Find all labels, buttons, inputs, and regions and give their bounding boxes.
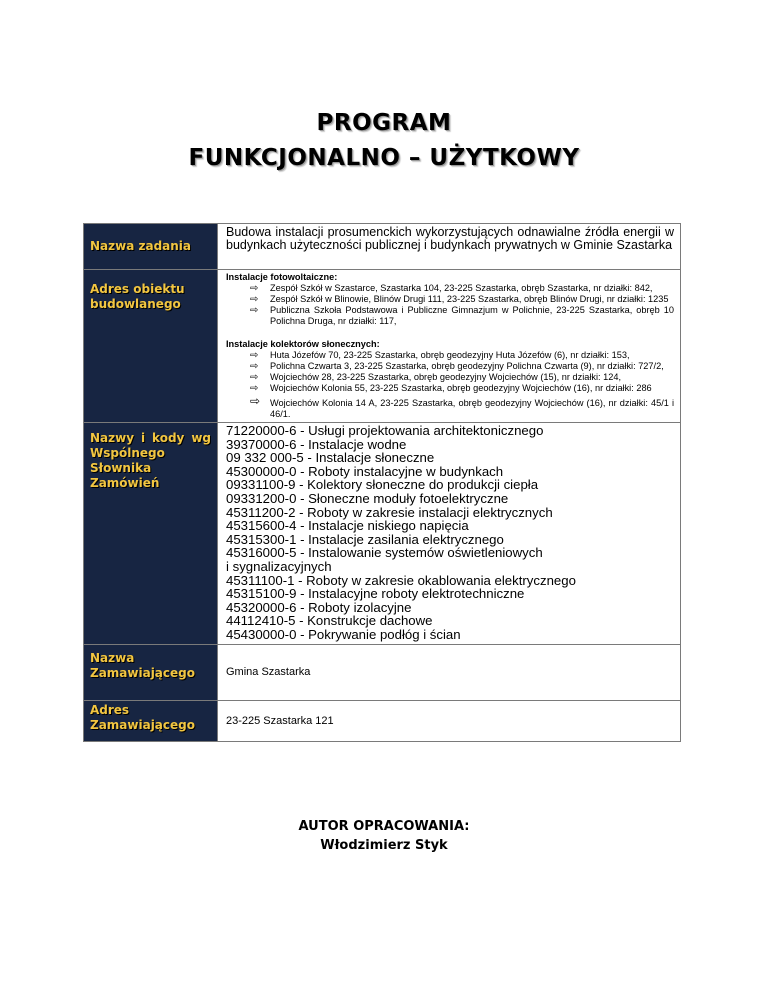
info-table	[83, 223, 681, 742]
list-item: 45315100-9 - Instalacyjne roboty elektrotechniczne	[226, 586, 525, 602]
list-item: 09331100-9 - Kolektory słoneczne do produkcji ciepła	[226, 477, 539, 493]
list-item: 45430000-0 - Pokrywanie podłóg i ścian	[226, 626, 461, 642]
list-item: ⇨ Wojciechów Kolonia 55, 23-225 Szastarka, obręb geodezyjny Wojciechów (16), nr działki: 286	[250, 383, 652, 394]
list-item: ⇨ Wojciechów 28, 23-225 Szastarka, obręb geodezyjny Wojciechów (15), nr działki: 124,	[250, 372, 622, 383]
label-client: Nazwa Zamawiającego	[84, 644, 218, 700]
list-item: ⇨ Polichna Czwarta 3, 23-225 Szastarka, obręb geodezyjny Polichna Czwarta (9), nr działki: 727/2,	[250, 361, 664, 372]
author-heading: AUTOR OPRACOWANIA:	[298, 819, 470, 834]
author-name: Włodzimierz Styk	[320, 838, 448, 853]
cpv-code-list	[218, 423, 681, 645]
list-item: 09 332 000-5 - Instalacje słoneczne	[226, 450, 435, 466]
arrow-right-icon: ⇨	[250, 383, 259, 394]
list-item: ⇨ Zespół Szkół w Blinowie, Blinów Drugi 111, 23-225 Szastarka, obręb Blinów Drugi, nr działki: 1235	[250, 294, 669, 305]
document-title-line-2: FUNKCJONALNO – UŻYTKOWY	[188, 145, 580, 171]
list-item: i sygnalizacyjnych	[226, 558, 332, 574]
value-task: Budowa instalacji prosumenckich wykorzystujących odnawialne źródła energii w budynkach użyteczności publicznej i budynkach prywatnych w Gminie Szastarka	[226, 225, 674, 252]
arrow-right-icon: ⇨	[250, 305, 259, 316]
arrow-right-icon: ⇨	[250, 283, 259, 294]
arrow-right-icon: ⇨	[250, 394, 261, 408]
row-cpv	[84, 423, 681, 645]
list-item: 71220000-6 - Usługi projektowania architektonicznego	[226, 423, 544, 438]
document-title-line-1: PROGRAM	[316, 110, 452, 136]
list-item: 45320000-6 - Roboty izolacyjne	[226, 599, 412, 615]
row-client	[84, 644, 681, 700]
arrow-right-icon: ⇨	[250, 294, 259, 305]
label-task: Nazwa zadania	[84, 224, 218, 270]
list-item: 45300000-0 - Roboty instalacyjne w budynkach	[226, 463, 504, 479]
arrow-right-icon: ⇨	[250, 350, 259, 361]
list-item: ⇨ Huta Józefów 70, 23-225 Szastarka, obręb geodezyjny Huta Józefów (6), nr działki: 153,	[250, 350, 630, 361]
list-item: 44112410-5 - Konstrukcje dachowe	[226, 613, 433, 629]
list-item: ⇨ Wojciechów Kolonia 14 A, 23-225 Szastarka, obręb geodezyjny Wojciechów (16), nr działki: 45/1 i 46/1.	[250, 394, 674, 419]
list-item: 45316000-5 - Instalowanie systemów oświetleniowych	[226, 545, 543, 561]
list-item: 09331200-0 - Słoneczne moduły fotoelektryczne	[226, 490, 509, 506]
list-item: ⇨ Publiczna Szkoła Podstawowa i Publiczne Gimnazjum w Polichnie, 23-225 Szastarka, obręb 10 Polichna Druga, nr działki: 117,	[250, 305, 674, 326]
row-client-address	[84, 700, 681, 741]
value-client: Gmina Szastarka	[218, 644, 681, 700]
solar-list-extra	[226, 394, 674, 420]
list-item: 45315600-4 - Instalacje niskiego napięcia	[226, 518, 469, 534]
pv-heading: Instalacje fotowoltaiczne:	[226, 272, 338, 282]
pv-list	[226, 283, 674, 327]
list-item: 45315300-1 - Instalacje zasilania elektrycznego	[226, 531, 504, 547]
label-cpv: Nazwy i kody wg Wspólnego Słownika Zamówień	[90, 431, 211, 490]
arrow-right-icon: ⇨	[250, 361, 259, 372]
solar-heading: Instalacje kolektorów słonecznych:	[226, 339, 380, 349]
label-client-address: Adres Zamawiającego	[84, 700, 218, 741]
row-address	[84, 270, 681, 423]
solar-list	[226, 350, 674, 394]
label-address: Adres obiektu budowlanego	[84, 270, 218, 423]
list-item: 45311200-2 - Roboty w zakresie instalacji elektrycznych	[226, 504, 553, 520]
list-item: 45311100-1 - Roboty w zakresie okablowania elektrycznego	[226, 572, 576, 588]
list-item: ⇨ Zespół Szkół w Szastarce, Szastarka 104, 23-225 Szastarka, obręb Szastarka, nr działki: 842,	[250, 283, 653, 294]
row-task	[84, 224, 681, 270]
list-item: 39370000-6 - Instalacje wodne	[226, 436, 407, 452]
value-client-address: 23-225 Szastarka 121	[218, 700, 681, 741]
arrow-right-icon: ⇨	[250, 372, 259, 383]
